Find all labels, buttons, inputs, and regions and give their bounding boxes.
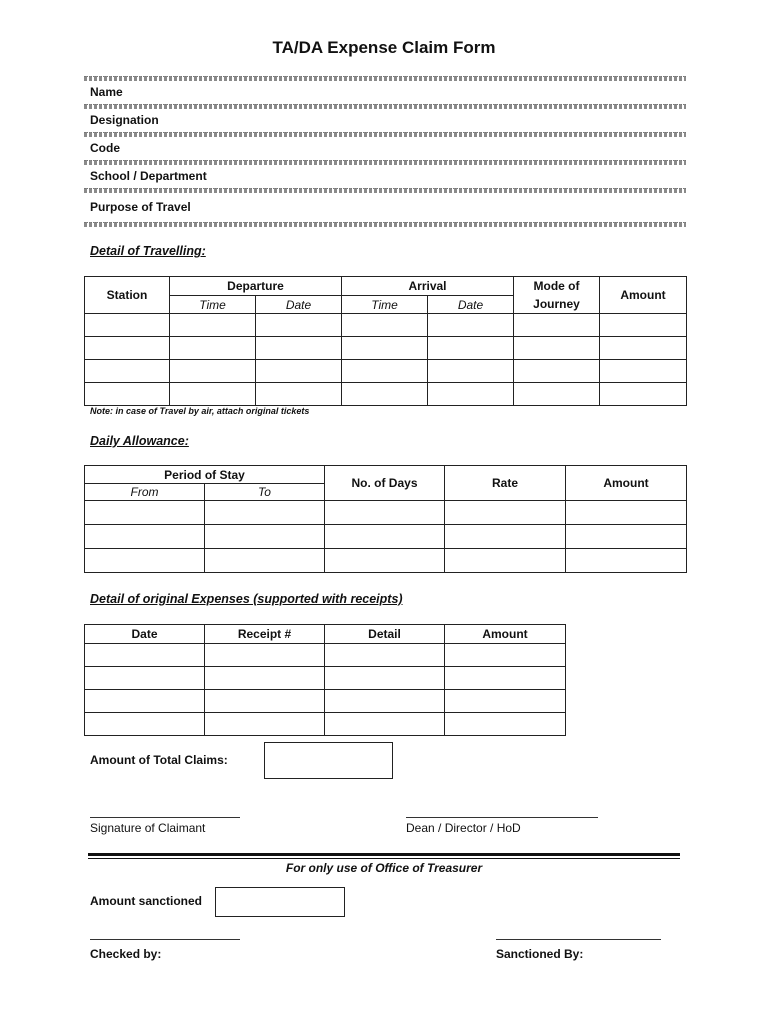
table-cell[interactable] (170, 360, 256, 383)
table-cell[interactable] (428, 314, 514, 337)
table-cell[interactable] (445, 713, 566, 736)
table-cell[interactable] (342, 314, 428, 337)
table-cell[interactable] (85, 383, 170, 406)
table-cell[interactable] (325, 690, 445, 713)
table-cell[interactable] (325, 667, 445, 690)
daily-amount-header: Amount (566, 466, 687, 501)
table-row (85, 525, 687, 549)
table-cell[interactable] (566, 525, 687, 549)
table-cell[interactable] (85, 667, 205, 690)
daily-days-header: No. of Days (325, 466, 445, 501)
name-field[interactable] (84, 104, 686, 109)
expenses-amount-header: Amount (445, 625, 566, 644)
expenses-date-header: Date (85, 625, 205, 644)
total-claims-label: Amount of Total Claims: (90, 753, 228, 767)
table-row (85, 667, 566, 690)
checked-by-line[interactable] (90, 939, 240, 940)
school-label: School / Department (90, 169, 207, 183)
travel-arrival-date-header: Date (428, 296, 514, 314)
code-field[interactable] (84, 160, 686, 165)
travel-heading: Detail of Travelling: (90, 244, 206, 258)
table-cell[interactable] (600, 337, 687, 360)
table-cell[interactable] (325, 525, 445, 549)
table-row (85, 501, 687, 525)
table-cell[interactable] (85, 690, 205, 713)
travel-table (84, 276, 687, 406)
divider-rule (88, 853, 680, 856)
table-row (85, 549, 687, 573)
table-row (85, 360, 687, 383)
table-cell[interactable] (445, 690, 566, 713)
table-cell[interactable] (514, 360, 600, 383)
daily-to-header: To (205, 484, 325, 501)
table-cell[interactable] (85, 644, 205, 667)
table-cell[interactable] (205, 644, 325, 667)
travel-departure-time-header: Time (170, 296, 256, 314)
travel-arrival-time-header: Time (342, 296, 428, 314)
table-cell[interactable] (600, 314, 687, 337)
table-cell[interactable] (514, 383, 600, 406)
table-cell[interactable] (85, 713, 205, 736)
daily-heading: Daily Allowance: (90, 434, 189, 448)
designation-field[interactable] (84, 132, 686, 137)
daily-table (84, 465, 687, 573)
expenses-heading: Detail of original Expenses (supported with receipts) (90, 592, 403, 606)
daily-from-header: From (85, 484, 205, 501)
dean-signature-label: Dean / Director / HoD (406, 821, 521, 835)
table-cell[interactable] (170, 337, 256, 360)
table-row (85, 314, 687, 337)
designation-label: Designation (90, 113, 159, 127)
checked-by-label: Checked by: (90, 947, 162, 961)
dean-signature-line[interactable] (406, 817, 598, 818)
table-cell[interactable] (205, 525, 325, 549)
amount-sanctioned-label: Amount sanctioned (90, 894, 203, 908)
table-cell[interactable] (445, 667, 566, 690)
table-cell[interactable] (445, 501, 566, 525)
table-cell[interactable] (566, 549, 687, 573)
table-cell[interactable] (325, 713, 445, 736)
table-cell[interactable] (170, 383, 256, 406)
table-cell[interactable] (428, 360, 514, 383)
table-cell[interactable] (600, 383, 687, 406)
expenses-detail-header: Detail (325, 625, 445, 644)
table-cell[interactable] (428, 383, 514, 406)
table-cell[interactable] (325, 549, 445, 573)
table-cell[interactable] (445, 644, 566, 667)
daily-rate-header: Rate (445, 466, 566, 501)
form-title: TA/DA Expense Claim Form (272, 38, 496, 57)
table-cell[interactable] (600, 360, 687, 383)
table-cell[interactable] (170, 314, 256, 337)
table-cell[interactable] (85, 337, 170, 360)
table-cell[interactable] (566, 501, 687, 525)
table-cell[interactable] (325, 501, 445, 525)
travel-station-header: Station (85, 277, 170, 314)
total-claims-box[interactable] (264, 742, 393, 779)
table-cell[interactable] (342, 383, 428, 406)
sanctioned-by-line[interactable] (496, 939, 661, 940)
travel-amount-header: Amount (600, 277, 687, 314)
table-row (85, 690, 566, 713)
table-cell[interactable] (514, 337, 600, 360)
table-cell[interactable] (205, 667, 325, 690)
purpose-field[interactable] (84, 222, 686, 227)
table-row (85, 383, 687, 406)
travel-note: Note: in case of Travel by air, attach original tickets (90, 406, 310, 416)
expenses-table (84, 624, 566, 736)
table-cell[interactable] (342, 360, 428, 383)
table-cell[interactable] (205, 713, 325, 736)
school-field[interactable] (84, 188, 686, 193)
table-cell[interactable] (514, 314, 600, 337)
table-cell[interactable] (256, 314, 342, 337)
table-cell[interactable] (256, 360, 342, 383)
table-row (85, 644, 566, 667)
travel-arrival-header: Arrival (342, 277, 514, 296)
travel-mode-header: Mode of Journey (514, 277, 600, 314)
expenses-receipt-header: Receipt # (205, 625, 325, 644)
table-row (85, 337, 687, 360)
table-cell[interactable] (85, 501, 205, 525)
table-cell[interactable] (205, 690, 325, 713)
table-cell[interactable] (445, 525, 566, 549)
claimant-signature-label: Signature of Claimant (90, 821, 206, 835)
table-cell[interactable] (85, 360, 170, 383)
travel-departure-date-header: Date (256, 296, 342, 314)
table-cell[interactable] (256, 383, 342, 406)
office-heading: For only use of Office of Treasurer (285, 861, 483, 875)
table-cell[interactable] (85, 525, 205, 549)
purpose-label: Purpose of Travel (90, 200, 191, 214)
table-cell[interactable] (205, 549, 325, 573)
table-cell[interactable] (325, 644, 445, 667)
sanctioned-by-label: Sanctioned By: (496, 947, 584, 961)
table-cell[interactable] (445, 549, 566, 573)
table-cell[interactable] (205, 501, 325, 525)
daily-period-header: Period of Stay (85, 466, 325, 484)
table-cell[interactable] (85, 549, 205, 573)
name-label: Name (90, 85, 123, 99)
table-row (85, 713, 566, 736)
table-cell[interactable] (85, 314, 170, 337)
code-label: Code (90, 141, 120, 155)
travel-departure-header: Departure (170, 277, 342, 296)
amount-sanctioned-box[interactable] (215, 887, 345, 917)
table-cell[interactable] (256, 337, 342, 360)
claimant-signature-line[interactable] (90, 817, 240, 818)
table-cell[interactable] (428, 337, 514, 360)
table-cell[interactable] (342, 337, 428, 360)
divider-rule-thin (88, 858, 680, 859)
field-divider (84, 76, 686, 81)
